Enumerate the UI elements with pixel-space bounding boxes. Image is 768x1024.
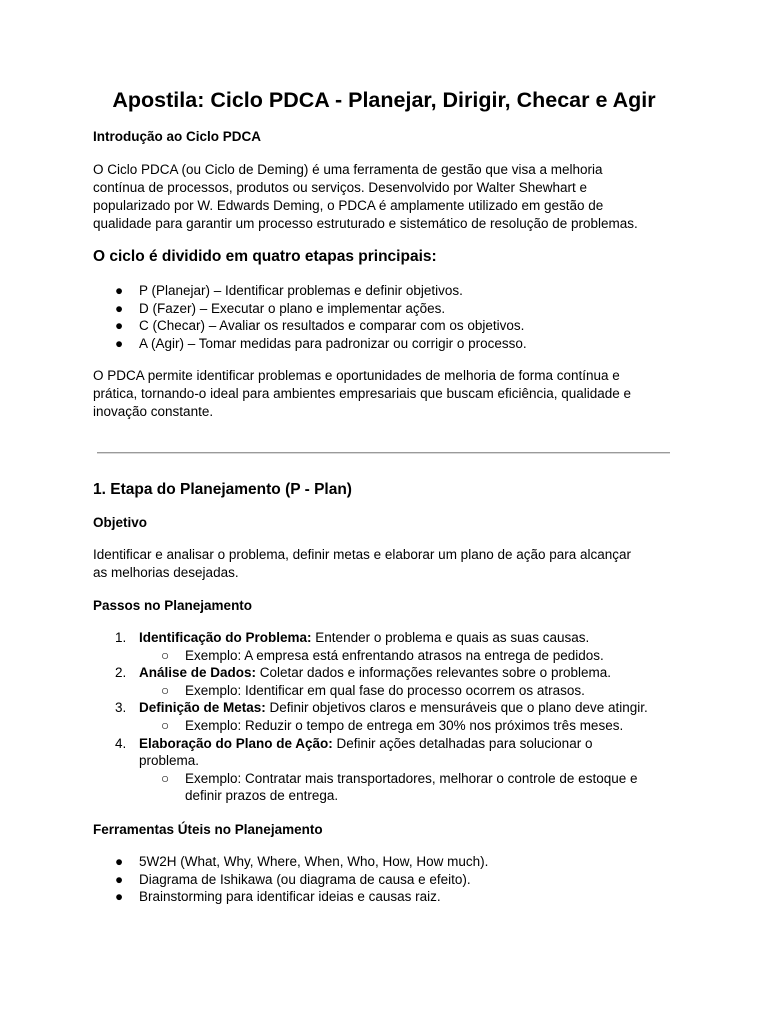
paragraph-line: contínua de processos, produtos ou serviços. Desenvolvido por Walter Shewhart e bbox=[93, 180, 588, 195]
numbered-step bbox=[93, 664, 693, 682]
objective-paragraph bbox=[93, 546, 673, 582]
circle-bullet-icon: ○ bbox=[161, 647, 170, 663]
tools-heading: Ferramentas Úteis no Planejamento bbox=[93, 822, 323, 837]
paragraph-line: popularizado por W. Edwards Deming, o PDCA é amplamente utilizado em gestão de bbox=[93, 198, 604, 213]
paragraph-line: prática, tornando-o ideal para ambientes empresariais que buscam eficiência, qualidade e bbox=[93, 386, 632, 401]
list-item bbox=[93, 853, 693, 871]
tools-list bbox=[93, 853, 693, 906]
step-text-continued: problema. bbox=[139, 753, 200, 769]
steps-list bbox=[93, 629, 693, 805]
step-label: Análise de Dados: bbox=[139, 665, 257, 681]
bullet-icon: ● bbox=[115, 854, 124, 869]
bullet-icon: ● bbox=[115, 871, 124, 887]
circle-bullet-icon: ○ bbox=[161, 682, 170, 698]
paragraph-line: O Ciclo PDCA (ou Ciclo de Deming) é uma ferramenta de gestão que visa a melhoria bbox=[93, 162, 603, 177]
list-item bbox=[93, 282, 693, 300]
circle-bullet-icon: ○ bbox=[161, 717, 170, 733]
step-number: 4. bbox=[115, 735, 127, 751]
paragraph-line: Identificar e analisar o problema, definir metas e elaborar um plano de ação para alcançar bbox=[93, 547, 632, 562]
section-heading-planning: 1. Etapa do Planejamento (P - Plan) bbox=[93, 481, 352, 498]
example-text: Exemplo: Identificar em qual fase do processo ocorrem os atrasos. bbox=[185, 682, 585, 698]
bullet-icon: ● bbox=[115, 335, 124, 351]
example-item bbox=[93, 770, 693, 805]
list-item-text: 5W2H (What, Why, Where, When, Who, How, How much). bbox=[139, 854, 489, 869]
list-item bbox=[93, 300, 693, 318]
stages-list bbox=[93, 282, 693, 352]
list-item bbox=[93, 888, 693, 906]
example-text: Exemplo: Contratar mais transportadores, melhorar o controle de estoque e bbox=[185, 770, 638, 786]
bullet-icon: ● bbox=[115, 889, 124, 905]
horizontal-divider bbox=[97, 452, 670, 454]
list-item bbox=[93, 871, 693, 889]
step-number: 2. bbox=[115, 665, 127, 681]
example-text: Exemplo: A empresa está enfrentando atrasos na entrega de pedidos. bbox=[185, 647, 604, 663]
closing-paragraph bbox=[93, 367, 673, 421]
list-item-text: C (Checar) – Avaliar os resultados e comparar com os objetivos. bbox=[139, 318, 525, 334]
steps-heading: Passos no Planejamento bbox=[93, 598, 253, 613]
list-item-text: A (Agir) – Tomar medidas para padronizar ou corrigir o processo. bbox=[139, 335, 527, 351]
numbered-step bbox=[93, 735, 693, 770]
list-item bbox=[93, 317, 693, 335]
numbered-step bbox=[93, 629, 693, 647]
step-label: Definição de Metas: bbox=[139, 700, 266, 716]
step-number: 1. bbox=[115, 630, 127, 645]
example-text-continued: definir prazos de entrega. bbox=[185, 788, 339, 804]
intro-paragraph bbox=[93, 161, 673, 233]
stages-heading: O ciclo é dividido em quatro etapas principais: bbox=[93, 248, 437, 265]
list-item-text: Diagrama de Ishikawa (ou diagrama de causa e efeito). bbox=[139, 871, 471, 887]
paragraph-line: qualidade para garantir um processo estruturado e sistemático de resolução de problemas. bbox=[93, 216, 638, 231]
step-text: Definir ações detalhadas para solucionar o bbox=[332, 735, 593, 751]
example-item bbox=[93, 682, 693, 700]
paragraph-line: as melhorias desejadas. bbox=[93, 565, 239, 580]
objective-heading: Objetivo bbox=[93, 515, 148, 530]
example-item bbox=[93, 717, 693, 735]
list-item bbox=[93, 335, 693, 353]
step-text: Entender o problema e quais as suas causas. bbox=[311, 630, 590, 645]
step-text: Definir objetivos claros e mensuráveis que o plano deve atingir. bbox=[265, 700, 648, 716]
circle-bullet-icon: ○ bbox=[161, 770, 170, 786]
paragraph-line: O PDCA permite identificar problemas e oportunidades de melhoria de forma contínua e bbox=[93, 368, 620, 383]
step-label: Identificação do Problema: bbox=[139, 630, 312, 645]
paragraph-line: inovação constante. bbox=[93, 404, 214, 419]
step-number: 3. bbox=[115, 700, 127, 716]
example-item bbox=[93, 647, 693, 665]
step-label: Elaboração do Plano de Ação: bbox=[139, 735, 333, 751]
bullet-icon: ● bbox=[115, 300, 124, 316]
step-text: Coletar dados e informações relevantes sobre o problema. bbox=[256, 665, 611, 681]
intro-heading: Introdução ao Ciclo PDCA bbox=[93, 129, 262, 144]
list-item-text: D (Fazer) – Executar o plano e implementar ações. bbox=[139, 300, 446, 316]
bullet-icon: ● bbox=[115, 318, 124, 334]
list-item-text: Brainstorming para identificar ideias e causas raiz. bbox=[139, 889, 441, 905]
numbered-step bbox=[93, 699, 693, 717]
example-text: Exemplo: Reduzir o tempo de entrega em 30% nos próximos três meses. bbox=[185, 717, 624, 733]
document-title: Apostila: Ciclo PDCA - Planejar, Dirigir, Checar e Agir bbox=[112, 88, 656, 112]
list-item-text: P (Planejar) – Identificar problemas e definir objetivos. bbox=[139, 283, 463, 298]
bullet-icon: ● bbox=[115, 283, 124, 298]
